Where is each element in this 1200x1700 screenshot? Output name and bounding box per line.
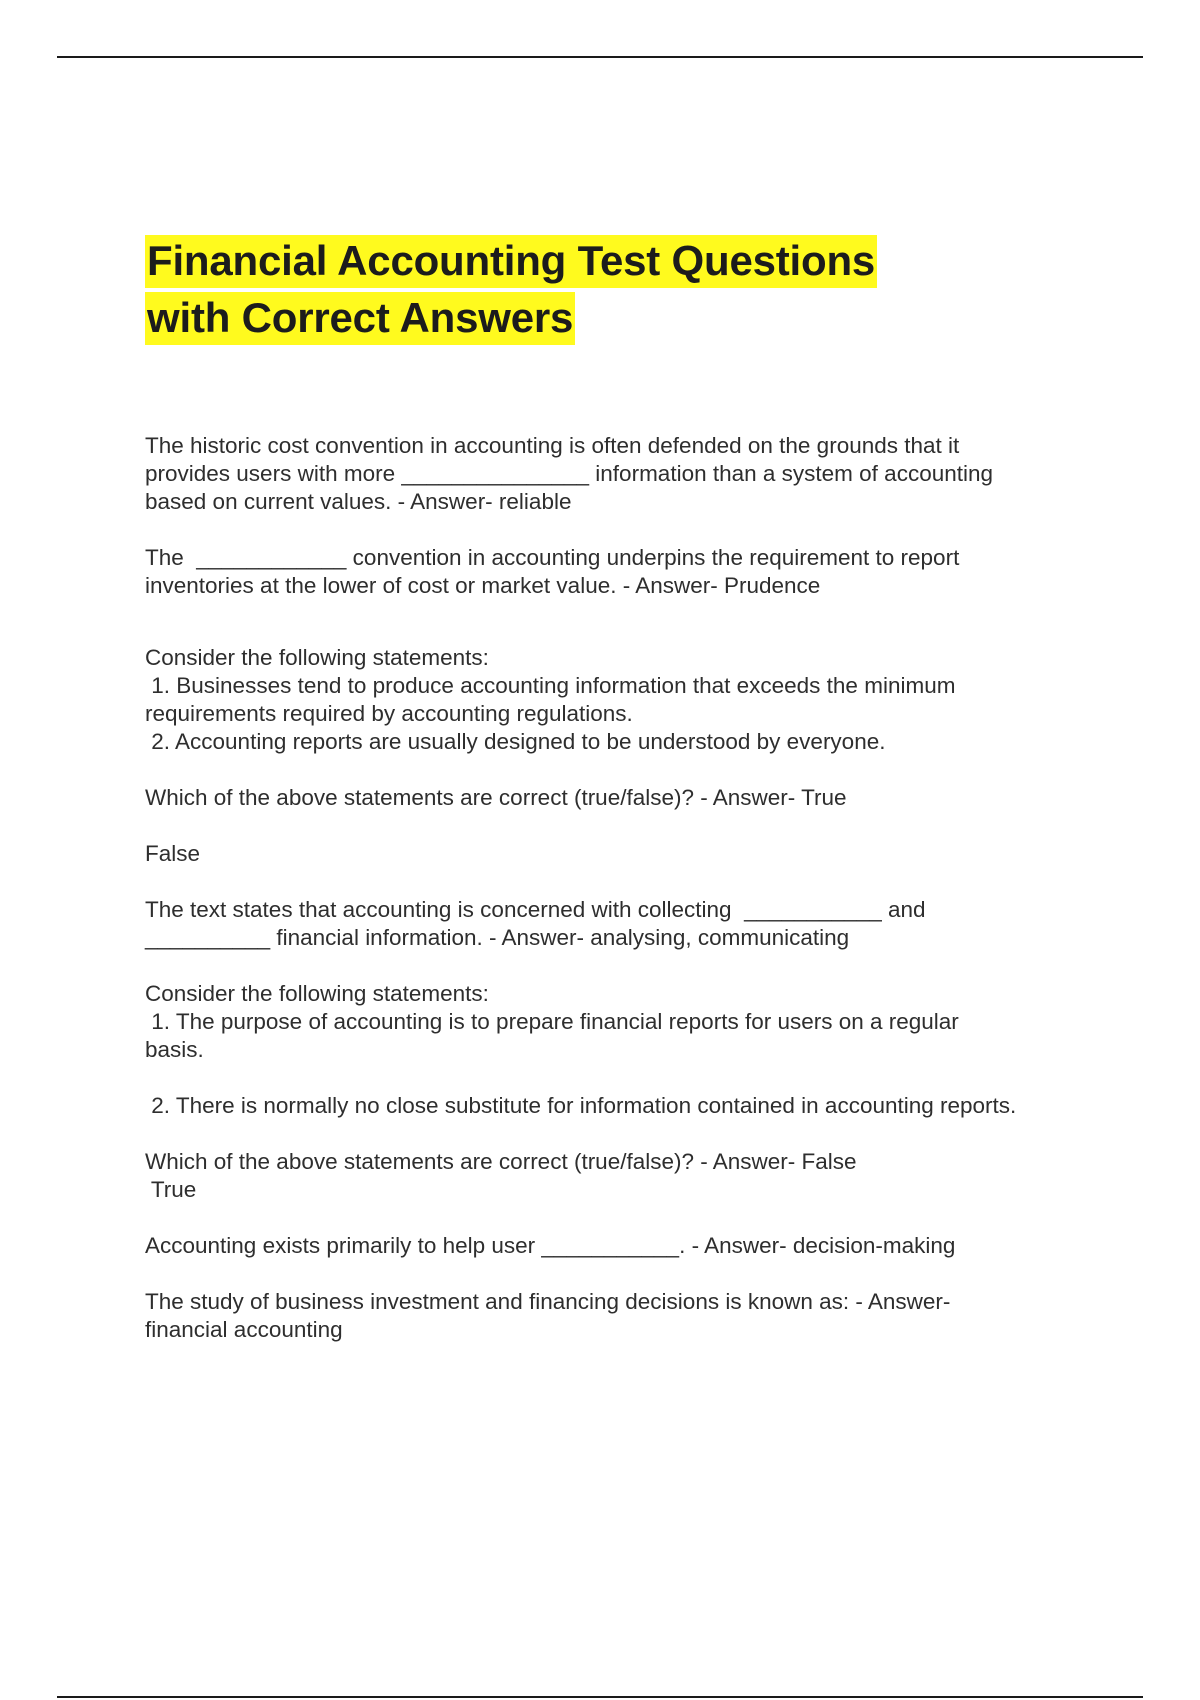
document-body	[145, 432, 1105, 1344]
text-line: Consider the following statements:	[145, 981, 489, 1006]
text-line: The text states that accounting is concerned with collecting ___________ and	[145, 897, 926, 922]
text-line: The study of business investment and financing decisions is known as: - Answer-	[145, 1289, 951, 1314]
text-line: Which of the above statements are correct (true/false)? - Answer- False	[145, 1149, 857, 1174]
text-line: Which of the above statements are correct (true/false)? - Answer- True	[145, 785, 847, 810]
answer-statements-1	[145, 784, 1105, 812]
text-line: True	[145, 1177, 197, 1202]
text-line: financial accounting	[145, 1317, 343, 1342]
title-line-1: Financial Accounting Test Questions	[145, 235, 877, 288]
text-line: Consider the following statements:	[145, 645, 489, 670]
statement-2-substitute	[145, 1092, 1105, 1120]
text-line: __________ financial information. - Answer- analysing, communicating	[145, 925, 850, 950]
text-line: provides users with more _______________ information than a system of accounting	[145, 461, 994, 486]
question-historic-cost	[145, 432, 1105, 516]
text-line: basis.	[145, 1037, 204, 1062]
text-line: The historic cost convention in accounting is often defended on the grounds that it	[145, 433, 960, 458]
question-statements-2	[145, 980, 1105, 1064]
text-line: requirements required by accounting regulations.	[145, 701, 633, 726]
title-line-2: with Correct Answers	[145, 292, 575, 345]
text-line: 1. The purpose of accounting is to prepare financial reports for users on a regular	[145, 1009, 959, 1034]
question-convention	[145, 544, 1105, 600]
bottom-rule	[57, 1696, 1143, 1698]
question-collecting	[145, 896, 1105, 952]
text-line: 1. Businesses tend to produce accounting information that exceeds the minimum	[145, 673, 956, 698]
document-title	[145, 232, 1105, 346]
question-statements-1	[145, 644, 1105, 756]
text-line: 2. There is normally no close substitute for information contained in accounting reports.	[145, 1093, 1017, 1118]
text-line: 2. Accounting reports are usually designed to be understood by everyone.	[145, 729, 886, 754]
document-content	[145, 232, 1105, 1344]
text-line: Accounting exists primarily to help user ___________. - Answer- decision-making	[145, 1233, 956, 1258]
text-line: based on current values. - Answer- reliable	[145, 489, 572, 514]
text-line: The ____________ convention in accounting underpins the requirement to report	[145, 545, 960, 570]
top-rule	[57, 56, 1143, 58]
question-investment-financing	[145, 1288, 1105, 1344]
answer-statements-2	[145, 1148, 1105, 1204]
question-decision-making	[145, 1232, 1105, 1260]
answer-false	[145, 840, 1105, 868]
text-line: inventories at the lower of cost or market value. - Answer- Prudence	[145, 573, 821, 598]
text-line: False	[145, 841, 201, 866]
